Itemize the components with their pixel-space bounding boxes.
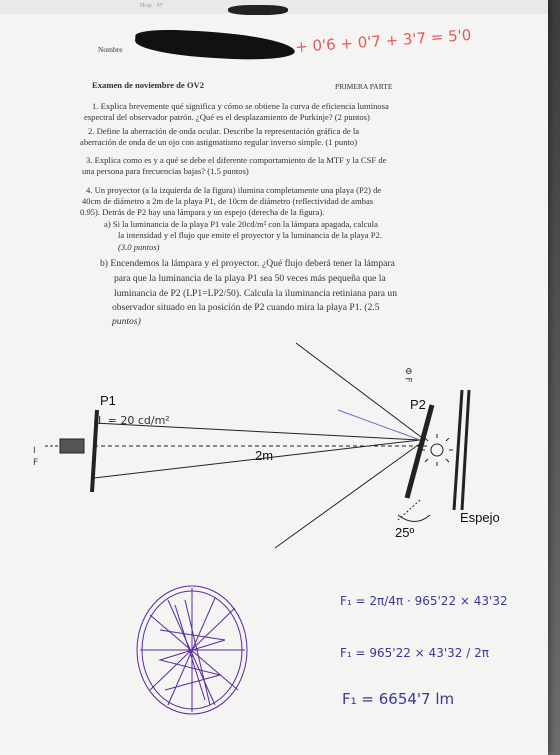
q1-line1: 1. Explica brevemente qué significa y cómo se obtiene la curva de eficiencia luminosa [92, 101, 389, 111]
exam-part: PRIMERA PARTE [335, 82, 393, 91]
luminance-note: L = 20 cd/m² [98, 414, 170, 427]
calc-line1: F₁ = 2π/4π · 965'22 × 43'32 [340, 594, 508, 608]
angle-normal [398, 500, 420, 520]
grade-note: + 0'6 + 0'7 + 3'7 = 5'0 [294, 25, 472, 57]
calc-line2: F₁ = 965'22 × 43'32 / 2π [340, 646, 489, 660]
q4a-line3: (3.0 puntos) [118, 242, 160, 252]
p1-plate [92, 410, 97, 492]
q4a-line2: la intensidad y el flujo que emite el proyector y la luminancia de la playa P2. [118, 230, 382, 240]
top-text: Hoja · Nº [140, 3, 163, 9]
q3-line1: 3. Explica como es y a qué se debe el diferente comportamiento de la MTF y la CSF de [86, 155, 387, 165]
mirror-label: Espejo [460, 510, 500, 525]
ray-blue [338, 410, 420, 440]
q4b-line1: b) Encendemos la lámpara y el proyector. ¿Qué flujo deberá tener la lámpara [100, 258, 395, 269]
q4-line2: 40cm de diámetro a 2m de la playa P1, de 10cm de diámetro (reflectividad de ambas [82, 196, 374, 206]
mirror-line1 [454, 390, 462, 510]
q2-line2: aberración de onda de un ojo con astigmatismo regular inverso simple. (1 punto) [80, 137, 358, 147]
q2-line1: 2. Define la aberración de onda ocular. Describe la representación gráfica de la [88, 126, 360, 136]
distance-label: 2m [255, 448, 274, 463]
lamp-icon [431, 444, 443, 456]
q1-line2: espectral del observador patrón. ¿Qué es el desplazamiento de Purkinje? (2 puntos) [84, 112, 370, 122]
q4a-line1: a) Si la luminancia de la playa P1 vale 20cd/m² con la lámpara apagada, calcula [104, 219, 378, 229]
projector-shape [60, 439, 84, 453]
q3-line2: una persona para frecuencias bajas? (1.5 puntos) [82, 166, 249, 176]
q4b-line5: puntos) [112, 316, 141, 327]
scribble-drawing [137, 586, 247, 714]
q4b-line4: observador situado en la posición de P2 cuando mira la playa P1. (2.5 [112, 302, 380, 313]
q4b-line3: luminancia de P2 (LP1=LP2/50). Calcula la iluminancia retiniana para un [114, 288, 398, 299]
q4-line3: 0.95). Detrás de P2 hay una lámpara y un espejo (derecha de la figura). [80, 207, 325, 217]
side-note-left: I F [33, 446, 39, 468]
q4-line1: 4. Un proyector (a la izquierda de la figura) ilumina completamente una playa (P2) de [86, 185, 382, 195]
ray-ext-top [296, 343, 425, 440]
name-label: Nombre [98, 45, 123, 54]
p1-label: P1 [100, 393, 116, 408]
p2-label: P2 [410, 397, 426, 412]
side-note-top: Φ F [402, 367, 413, 383]
q4b-line2: para que la luminancia de la playa P1 sea 50 veces más pequeña que la [114, 273, 386, 284]
lamp-rays [421, 434, 453, 466]
mirror-line2 [462, 390, 469, 510]
angle-label: 25º [395, 525, 415, 540]
exam-title: Examen de noviembre de OV2 [92, 80, 205, 90]
p2-plate [407, 405, 432, 498]
calc-line3: F₁ = 6654'7 lm [342, 690, 455, 708]
angle-arc [398, 515, 430, 522]
